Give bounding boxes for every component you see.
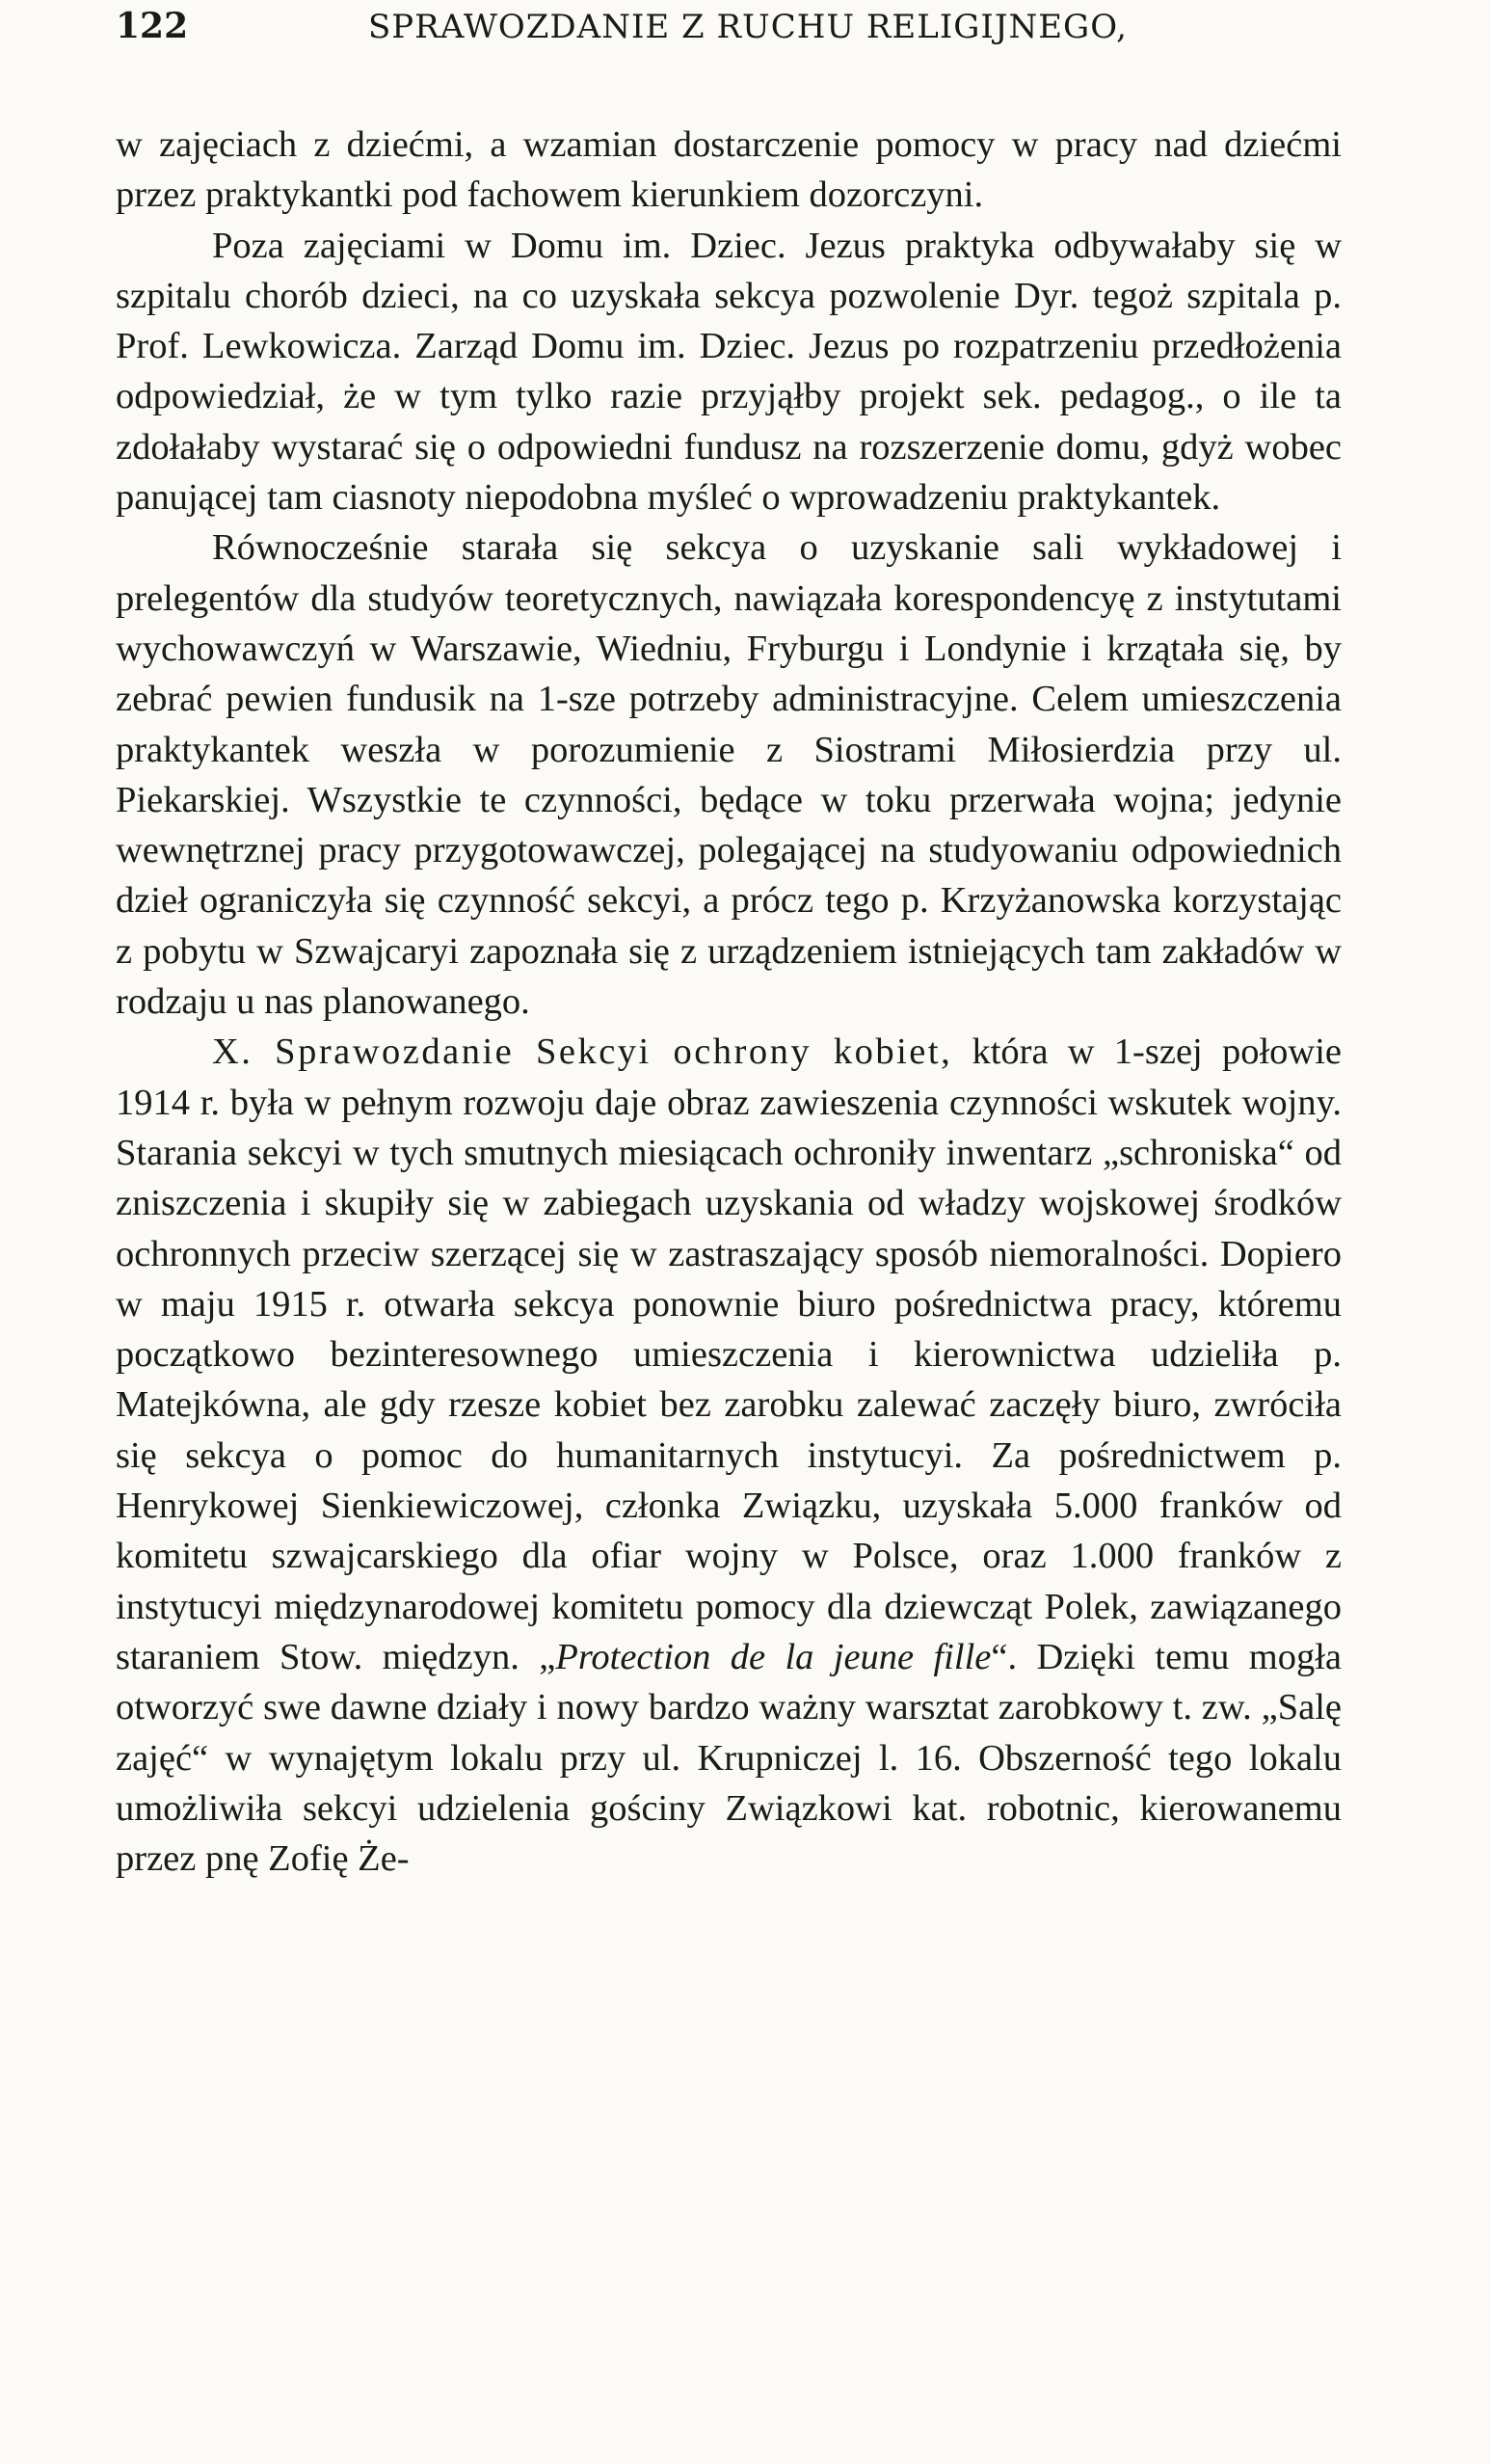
running-header — [116, 6, 1342, 64]
paragraph-1: w zajęciach z dziećmi, a wzamian dostarczenie pomocy w pracy nad dziećmi przez praktykantki pod fachowem kierunkiem dozorczyni. — [116, 124, 1342, 216]
section-x-italic-title: Protection de la jeune fille — [555, 1636, 992, 1677]
section-x-heading: X. Sprawozdanie Sekcyi ochrony kobiet, — [212, 1031, 953, 1073]
body-text — [116, 120, 1342, 1884]
paragraph-3: Równocześnie starała się sekcya o uzyskanie sali wykładowej i prelegentów dla studyów teoretycznych, nawiązała korespondencyę z instytutami wychowawczyń w Warszawie, Wiedniu, Fryburgu i Londynie i krzątała się, by zebrać pewien fundusik na 1-sze potrzeby administracyjne. Celem umieszczenia praktykantek weszła w porozumienie z Siostrami Miłosierdzia przy ul. Piekarskiej. Wszystkie te czynności, będące w toku przerwała wojna; jedynie wewnętrznej pracy przygotowawczej, polegającej na studyowaniu odpowiednich dzieł ograniczyła się czynność sekcyi, a prócz tego p. Krzyżanowska korzystając z pobytu w Szwajcaryi zapoznała się z urządzeniem istniejących tam zakładów w rodzaju u nas planowanego. — [116, 527, 1342, 1023]
section-x-text-1: która w 1-szej połowie 1914 r. była w pełnym rozwoju daje obraz zawieszenia czynności wskutek wojny. Starania sekcyi w tych smutnych miesiącach ochroniły inwentarz „schroniska“ od zniszczenia i skupiły się w zabiegach uzyskania od władzy wojskowej środków ochronnych przeciw szerzącej się w zastraszający sposób niemoralności. Dopiero w maju 1915 r. otwarła sekcya ponownie biuro pośrednictwa pracy, któremu początkowo bezinteresownego umieszczenia i kierownictwa udzieliła p. Matejkówna, ale gdy rzesze kobiet bez zarobku zalewać zaczęły biuro, zwróciła się sekcya o pomoc do humanitarnych instytucyi. Za pośrednictwem p. Henrykowej Sienkiewiczowej, członka Związku, uzyskała 5.000 franków od komitetu szwajcarskiego dla ofiar wojny w Polsce, oraz 1.000 franków z instytucyi międzynarodowej komitetu pomocy dla dziewcząt Polek, zawiązanego staraniem Stow. międzyn. „ — [116, 1031, 1342, 1677]
document-page — [116, 0, 1342, 1884]
paragraph-2: Poza zajęciami w Domu im. Dziec. Jezus praktyka odbywałaby się w szpitalu chorób dzieci, na co uzyskała sekcya pozwolenie Dyr. tegoż szpitala p. Prof. Lewkowicza. Zarząd Domu im. Dziec. Jezus po rozpatrzeniu przedłożenia odpowiedział, że w tym tylko razie przyjąłby projekt sek. pedagog., o ile ta zdołałaby wystarać się o odpowiedni fundusz na rozszerzenie domu, gdyż wobec panującej tam ciasnoty niepodobna myśleć o wprowadzeniu praktykantek. — [116, 225, 1342, 519]
running-title: SPRAWOZDANIE Z RUCHU RELIGIJNEGO, — [368, 8, 1128, 46]
section-x-text-2: “. Dzięki temu mogła otworzyć swe dawne działy i nowy bardzo ważny warsztat zarobkowy t. zw. „Salę zajęć“ w wynajętym lokalu przy ul. Krupniczej l. 16. Obszerność tego lokalu umożliwiła sekcyi udzielenia gościny Związkowi kat. robotnic, kierowanemu przez pnę Zofię Że- — [116, 1636, 1342, 1880]
page-number: 122 — [116, 6, 189, 46]
paragraph-section-x — [116, 1027, 1342, 1884]
